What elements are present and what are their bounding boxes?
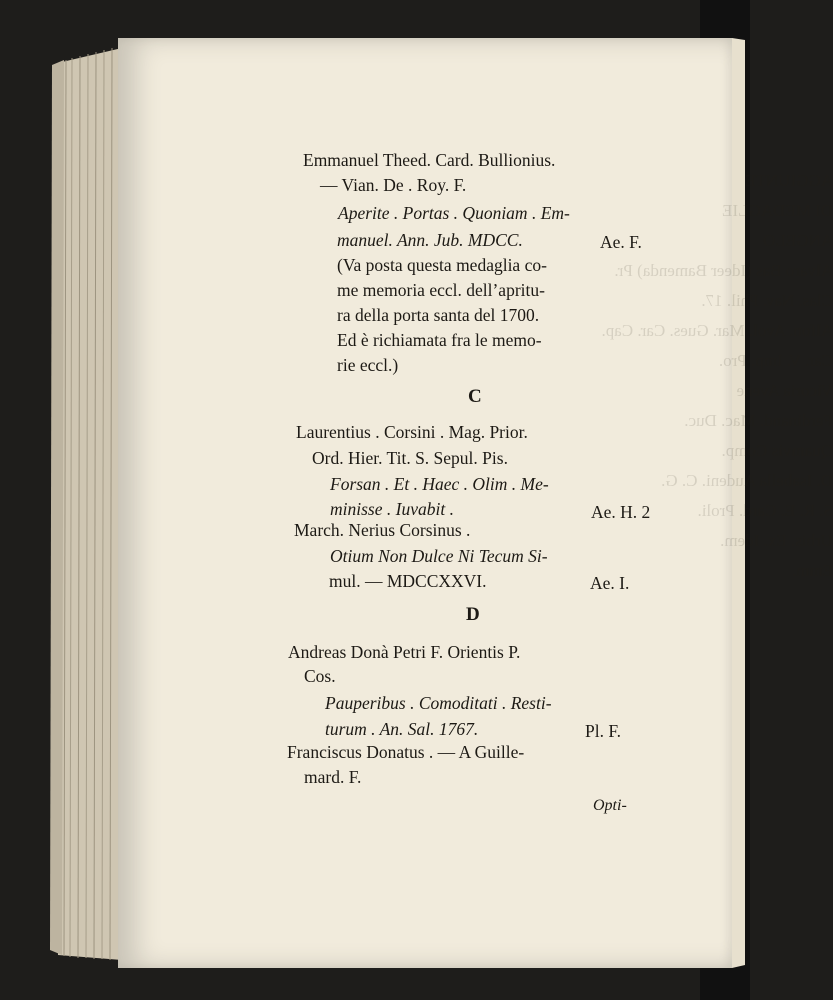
- entry-name-line: Ord. Hier. Tit. S. Sepul. Pis.: [312, 448, 508, 468]
- entry-name-line: Emmanuel Theed. Card. Bullionius.: [303, 150, 556, 170]
- entry-legend-line: Aperite . Portas . Quoniam . Em-: [338, 203, 570, 223]
- entry-name-line: Cos.: [304, 666, 336, 686]
- entry-legend-line: mul. — MDCCXXVI.: [329, 571, 487, 591]
- entry-name-line: mard. F.: [304, 767, 362, 787]
- entry-legend-line: Forsan . Et . Haec . Olim . Me-: [330, 474, 549, 494]
- entry-reference: Pl. F.: [585, 721, 622, 741]
- catchword: Opti-: [593, 797, 627, 814]
- entry-reference: Ae. H. 2: [591, 502, 651, 522]
- entry-legend-line: Otium Non Dulce Ni Tecum Si-: [330, 546, 548, 566]
- section-heading-d: D: [466, 604, 480, 625]
- entry-engraver-line: — Vian. De . Roy. F.: [320, 175, 467, 195]
- entry-legend-line: minisse . Iuvabit .: [330, 499, 454, 519]
- entry-reference: Ae. F.: [600, 232, 642, 252]
- bleed-through-text: AGGIUNTE DI MEDAGLIE ANGELO Alvaro Bas (Ideer Bamenda) Pr. Clas. Nav. Phil. 17. Alfon. Avol. Mar. Gues. Car. Cap. Car. V. Imp. Pro. Vicoria Avene Ferdinand. Mac. Duc. Quamvis Comp. D. Isabella Audeni. C. G. S. R. E. Card. Proli. Urbis. Ex. Idem. Emm.: [601, 171, 833, 580]
- section-heading-c: C: [468, 386, 482, 407]
- entry-note-line: Ed è richiamata fra le memo-: [337, 330, 542, 350]
- entry-legend-line: turum . An. Sal. 1767.: [325, 719, 479, 739]
- entry-legend-line: manuel. Ann. Jub. MDCC.: [337, 230, 523, 250]
- entry-note-line: rie eccl.): [337, 355, 399, 375]
- entry-name-line: March. Nerius Corsinus .: [294, 520, 471, 540]
- entry-note-line: (Va posta questa medaglia co-: [337, 255, 547, 275]
- entry-name-line: Franciscus Donatus . — A Guille-: [287, 742, 525, 762]
- entry-note-line: me memoria eccl. dell’apritu-: [337, 280, 545, 300]
- entry-legend-line: Pauperibus . Comoditati . Resti-: [325, 693, 552, 713]
- entry-name-line: Andreas Donà Petri F. Orientis P.: [288, 642, 521, 662]
- entry-note-line: ra della porta santa del 1700.: [337, 305, 540, 325]
- entry-reference: Ae. I.: [590, 573, 630, 593]
- entry-name-line: Laurentius . Corsini . Mag. Prior.: [296, 422, 528, 442]
